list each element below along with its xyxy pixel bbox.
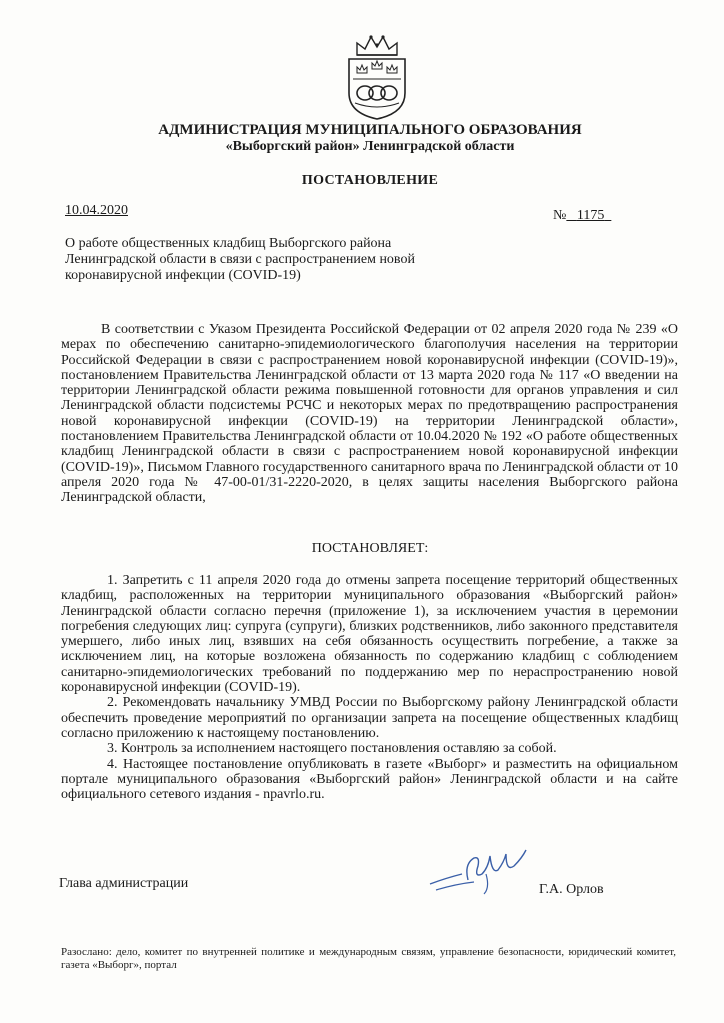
resolution-heading: ПОСТАНОВЛЯЕТ: [311, 541, 429, 556]
resolution-items [61, 573, 678, 802]
handwritten-signature [426, 844, 536, 896]
resolution-item: 4. Настоящее постановление опубликовать в газете «Выборг» и разместить на официальном портале муниципального образования «Выборгский район» Ленинградской области и на сайте официального сетевого издания - npavrlo.ru. [61, 756, 678, 803]
number-sign: № [553, 208, 567, 223]
document-type-title: ПОСТАНОВЛЕНИЕ [301, 173, 439, 188]
signer-name: Г.А. Орлов [539, 882, 604, 897]
resolution-item: 2. Рекомендовать начальнику УМВД России по Выборгскому району Ленинградской области обеспечить проведение мероприятий по организации запрета на посещение общественных кладбищ согласно приложению к настоящему постановлению. [61, 695, 678, 741]
number-value [566, 208, 611, 223]
distribution-list: Разослано: дело, комитет по внутренней политике и международным связям, управление безопасности, юридический комитет, газета «Выборг», портал [61, 946, 676, 971]
organization-name: АДМИНИСТРАЦИЯ МУНИЦИПАЛЬНОГО ОБРАЗОВАНИЯ [158, 122, 582, 138]
resolution-item: 3. Контроль за исполнением настоящего постановления оставляю за собой. [107, 741, 557, 757]
number-text: 1175 [576, 208, 605, 223]
preamble-paragraph: В соответствии с Указом Президента Российской Федерации от 02 апреля 2020 года № 239 «О мерах по обеспечению санитарно-эпидемиологического благополучия населения на территории Российской Федерации в связи с распространением новой коронавирусной инфекции (COVID-19)», постановлением Правительства Ленинградской области от 13 марта 2020 года № 117 «О введении на территории Ленинградской области режима повышенной готовности для органов управления и сил Ленинградской области подсистемы РСЧС и некоторых мерах по предотвращению распространения новой коронавирусной инфекции (COVID-19) на территории Ленинградской области», постановлением Правительства Ленинградской области от 10.04.2020 № 192 «О работе общественных кладбищ Ленинградской области в связи с распространением новой коронавирусной инфекции (COVID-19)», Письмом Главного государственного санитарного врача по Ленинградской области от 10 апреля 2020 года № 47-00-01/31-2220-2020, в целях защиты населения Выборгского района Ленинградской области, [61, 322, 678, 506]
document-number [553, 208, 611, 224]
coat-of-arms-emblem [343, 33, 411, 121]
organization-region: «Выборгский район» Ленинградской области [225, 139, 515, 154]
document-date: 10.04.2020 [65, 203, 128, 218]
signer-title: Глава администрации [59, 876, 189, 891]
resolution-item: 1. Запретить с 11 апреля 2020 года до отмены запрета посещение территорий общественных кладбищ, расположенных на территории муниципального образования «Выборгский район» Ленинградской области согласно перечня (приложение 1), за исключением участия в церемонии погребения следующих лиц: супруга (супруги), близких родственников, либо законного представителя умершего, либо иных лиц, взявших на себя обязанность осуществить погребение, а также за исключением лиц, на которые возложена обязанность по содержанию кладбищ с соблюдением санитарно-эпидемиологических требований по поддержанию мер по нераспространению новой коронавирусной инфекции (COVID-19). [61, 573, 678, 696]
document-subject: О работе общественных кладбищ Выборгского района Ленинградской области в связи с распространением новой коронавирусной инфекции (COVID-19) [65, 236, 415, 283]
